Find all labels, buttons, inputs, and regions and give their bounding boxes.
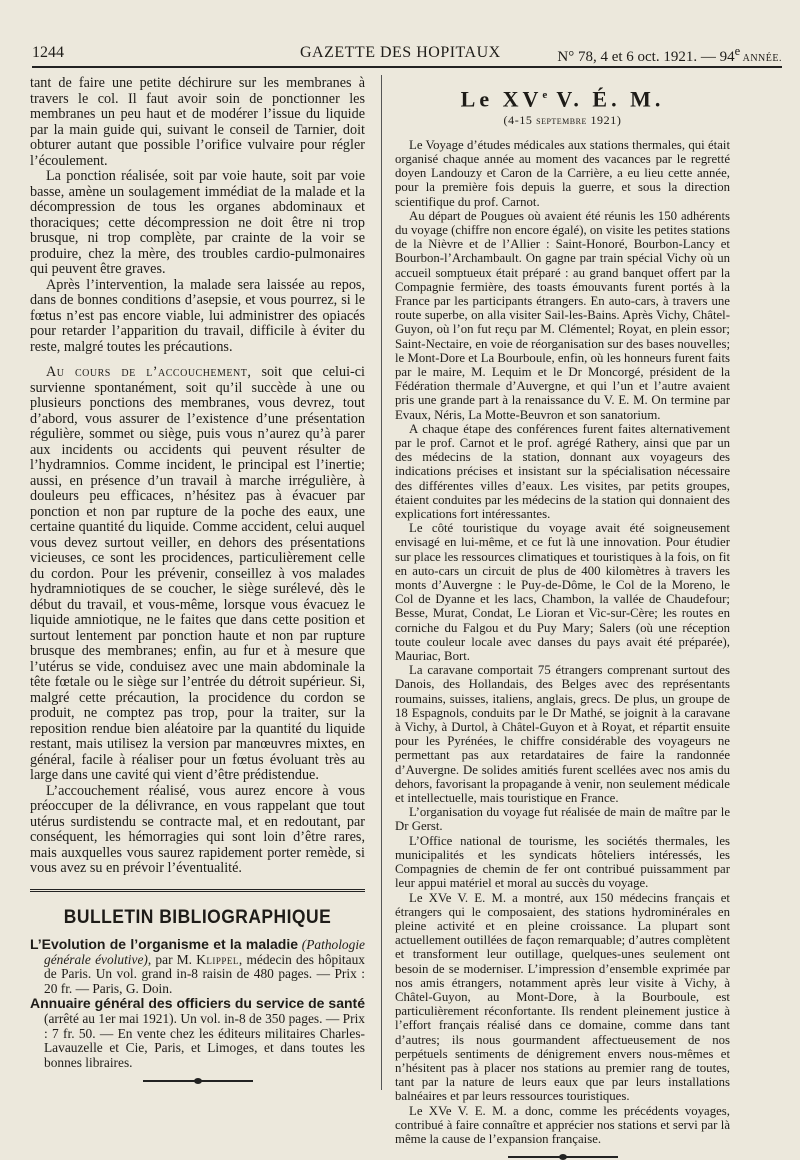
end-ornament: [508, 1156, 618, 1158]
left-column: [30, 76, 365, 1082]
paragraph: Au cours de l’accouchement, soit que celui-ci survienne spontanément, soit qu’il succède à une ou plusieurs ponctions des membranes, vous devrez, tout d’abord, vous assurer de l’existence d’une présentation régulière, sommet ou siège, puis vous n’aurez qu’à parer aux incidents ou accidents qui peuvent résulter de l’hydramnios. Comme incident, le principal est l’inertie; aussi, en présence d’un travail à marche irrégulière, à douleurs peu efficaces, n’hésitez pas à évacuer par ponction et non par rupture de la poche des eaux, une certaine quantité du liquide. Comme accident, celui auquel vous devez surtout veiller, en dehors des présentations vicieuses, ce sont les procidences, particulièrement celle du cordon. Pour les prévenir, conseillez à vos malades hydramniotiques de se coucher, le siège surélevé, dès le début du travail, et vous-même, lorsque vous évacuez le liquide amniotique, ne le faites que dans cette position et surtout lentement par ponction haute et non par rupture brusque des membranes; enfin, au fur et à mesure que l’utérus se vide, conduisez avec une main abdominale la tête fœtale ou le siège sur l’entrée du détroit supérieur. Si, malgré cette précaution, la procidence du cordon se produit, ne comptez pas trop, pour la traiter, sur la reposition rendue bien aléatoire par la quantité du liquide restant, mais utilisez la version par manœuvres mixtes, en général, facile à réaliser pour un fœtus évoluant très au large dans une cavité qui vient d’être prédistendue.: [30, 364, 365, 783]
end-ornament: [143, 1080, 253, 1082]
section-double-rule: [30, 889, 365, 896]
paragraph: Le XVe V. E. M. a montré, aux 150 médecins français et étrangers qui le composaient, des stations hydrominérales en pleine activité et en pleine croissance. La plupart sont actuellement outillées de façon remarquable; d’autres complètent et transforment leur outillage, quelques-unes seulement ont besoin de se moderniser. L’impression d’ensemble exprimée par nos amis étrangers, notamment après leur visite à Vichy, à Châtel-Guyon, au Mont-Dore, à la Bourboule, est particulièrement réconfortante. Ils rendent pleinement justice à l’effort français réalisé dans ce domaine, comme dans tant d’autres; ils nous gourmandent affectueusement de nos perpétuels sentiments de dénigrement envers nous-mêmes et n’hésitent pas à placer nos stations au premier rang de toutes, tant par la nature de leurs eaux que par leurs installations balnéaires et par leurs ressources touristiques.: [395, 890, 730, 1104]
paragraph: Au départ de Pougues où avaient été réunis les 150 adhérents du voyage (chiffre non encore égalé), on visite les petites stations de la Nièvre et de l’Allier : Saint-Honoré, Bourbon-Lancy et Bourbon-l’Archambault. On gagne par train spécial Vichy où un accueil somptueux était préparé : au grand banquet offert par la Compagnie fermière, des toasts émouvants furent portés à la France par les participants étrangers. En auto-cars, à travers une route superbe, on alla visiter Sail-les-Bains. Après Vichy, Châtel-Guyon, où l’on fut reçu par M. Clémentel; Royat, en plein essor; Saint-Nectaire, en voie de réorganisation sur des bases nouvelles; le Mont-Dore et La Bourboule, enfin, où les honneurs furent faits par le maire, M. Lequim et le Dr Moncorgé, président de la Fédération thermale d’Auvergne, et qui l’un et l’autre avaient pris une grande part à la renaissance du V. E. M. On termine par Evaux, Néris, La Motte-Beuvron et son sanatorium.: [395, 208, 730, 422]
bibliography-entry: L’Evolution de l’organisme et la maladie (Pathologie générale évolutive), par M. Klippel, médecin des hôpitaux de Paris. Un vol. grand in-8 raisin de 480 pages. — Prix : 20 fr. — Paris, G. Doin.: [30, 936, 365, 996]
column-divider: [381, 75, 382, 1090]
journal-title: GAZETTE DES HOPITAUX: [300, 44, 501, 61]
header-rule: [32, 66, 782, 68]
paragraph: L’accouchement réalisé, vous aurez encore à vous préoccuper de la délivrance, en vous rappelant que tout utérus surdistendu se contracte mal, et en redoutant, par conséquent, les hémorragies qui sont loin d’être rares, mais auxquelles vous saurez rapidement porter remède, si vous avez su en prévoir l’éventualité.: [30, 782, 365, 876]
paragraph: La ponction réalisée, soit par voie haute, soit par voie basse, amène un soulagement immédiat de la malade et la décompression de tous les organes abdominaux et thoraciques; cette décompression ne doit être ni trop brusque, ni trop complète, par crainte de la voir se produire, chez la mère, des troubles cardio-pulmonaires qui peuvent être graves.: [30, 168, 365, 277]
bulletin-title: BULLETIN BIBLIOGRAPHIQUE: [63, 906, 332, 928]
paragraph: Le Voyage d’études médicales aux stations thermales, qui était organisé chaque année au moment des vacances par le regretté doyen Landouzy et Caron de la Carrière, a eu lieu cette année, pour la première fois depuis la guerre, et sous la direction scientifique du prof. Carnot.: [395, 137, 730, 209]
issue-info: N° 78, 4 et 6 oct. 1921. — 94e ANNÉE.: [557, 44, 782, 65]
right-column: [395, 76, 730, 1158]
article-dates: (4-15 septembre 1921): [503, 112, 622, 127]
page-number: 1244: [32, 44, 64, 61]
paragraph: tant de faire une petite déchirure sur les membranes à travers le col. Il faut avoir soin de ponctionner les membranes un peu haut et de modérer l’issue du liquide par la main guide qui, suivant le conseil de Tarnier, doit obturer autant que possible l’orifice vulvaire pour régler l’écoulement.: [30, 75, 365, 169]
paragraph: A chaque étape des conférences furent faites alternativement par le prof. Carnot et le prof. agrégé Rathery, ainsi que par un des médecins de la station, donnant aux voyageurs des indications précises et insistant sur la spécialisation nécessaire des différentes villes d’eaux. Les visites, par petits groupes, étaient conduites par les médecins de la station qui donnaient des explications fort intéressantes.: [395, 421, 730, 522]
paragraph: L’Office national de tourisme, les sociétés thermales, les municipalités et les syndicats hôteliers intéressés, les Compagnies de chemin de fer ont contribué puissamment par leur appui matériel et moral au succès du voyage.: [395, 833, 730, 891]
paragraph: Le côté touristique du voyage avait été soigneusement envisagé en lui-même, et ce fut là une innovation. Pour étudier sur place les ressources climatiques et touristiques à la fois, on fit en auto-cars un circuit de plus de 400 kilomètres à travers les monts d’Auvergne : le Puy-de-Dôme, le Col de la Moreno, le Col de Dyanne et les lacs, Chambon, la vallée de Chaudefour; Besse, Murat, Condat, Le Lioran et Vic-sur-Cère; les routes en corniche du Falgou et du Puy Mary; Salers (où une réception toute couleur locale avec danses du pays avait été préparée), Mauriac, Bort.: [395, 521, 730, 664]
section-lead: Au cours de l’accouchement,: [46, 364, 252, 380]
paragraph: L’organisation du voyage fut réalisée de main de maître par le Dr Gerst.: [395, 805, 730, 834]
paragraph: La caravane comportait 75 étrangers comprenant surtout des Danois, des Hollandais, des Belges avec des représentants roumains, suisses, italiens, anglais, grecs. De plus, un groupe de 18 Espagnols, conduits par le Dr Mathé, se joignit à la caravane à Vichy, à Durtol, à Châtel-Guyon et à Royat, et répartit ensuite pour les Pyrénées, le chiffre considérable des voyageurs ne permettant pas aux retardataires de faire la randonnée d’Auvergne. De solides amitiés furent scellées avec nos amis du dehors, favorisant la propagande à venir, non seulement médicale et intellectuelle, mais touristique en France.: [395, 663, 730, 806]
paragraph: Après l’intervention, la malade sera laissée au repos, dans de bonnes conditions d’asepsie, et vous pourrez, si le fœtus n’est pas encore viable, lui administrer des opiacés pour retarder l’apparition du travail, difficile à éviter du reste, malgré toutes les précautions.: [30, 276, 365, 355]
page-header: [32, 38, 782, 68]
paragraph: Le XVe V. E. M. a donc, comme les précédents voyages, contribué à faire connaître et apprécier nos stations et servi par là même la cause de l’expansion française.: [395, 1103, 730, 1146]
bibliography-entry: Annuaire général des officiers du service de santé (arrêté au 1er mai 1921). Un vol. in-8 de 350 pages. — Prix : 7 fr. 50. — En vente chez les éditeurs militaires Charles-Lavauzelle et Cie, Paris, et Limoges, et dans toutes les bonnes libraires.: [30, 995, 365, 1070]
article-title: Le XVe V. É. M.: [460, 86, 665, 112]
